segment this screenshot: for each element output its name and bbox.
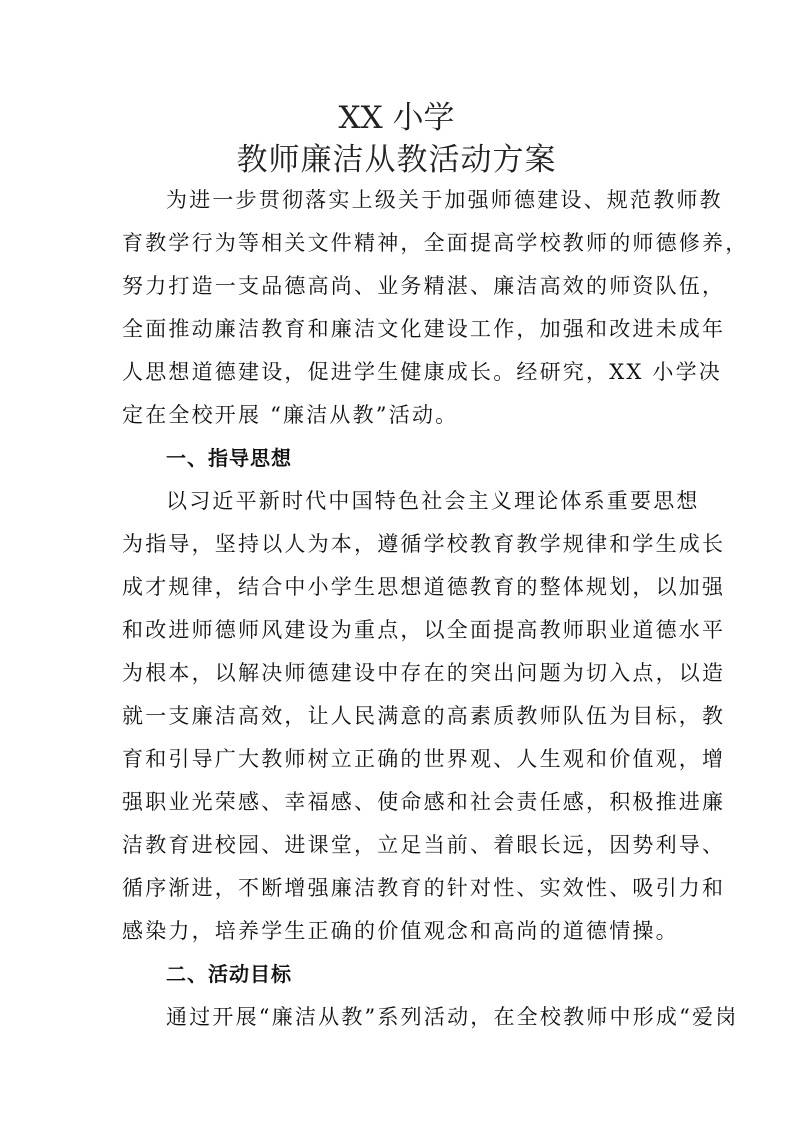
text-line: 育和引导广大教师树立正确的世界观、人生观和价值观，增 [122,747,726,771]
text-line: 人思想道德建设，促进学生健康成长。经研究，XX 小学决 [122,360,722,384]
text-line: 通过开展“廉洁从教”系列活动，在全校教师中形成“爱岗 [166,1005,739,1029]
section-paragraph-guiding-ideology [122,480,726,953]
section-heading-activity-goals: 二、活动目标 [166,962,292,986]
text-line: 育教学行为等相关文件精神，全面提高学校教师的师德修养， [122,231,749,255]
text-line: 为进一步贯彻落实上级关于加强师德建设、规范教师教 [166,188,723,212]
text-line: 努力打造一支品德高尚、业务精湛、廉洁高效的师资队伍， [122,274,726,298]
text-line: 循序渐进，不断增强廉洁教育的针对性、实效性、吸引力和 [122,876,726,900]
text-line: 为根本，以解决师德建设中存在的突出问题为切入点，以造 [122,661,726,685]
section-paragraph-activity-goals [122,996,739,1039]
text-line: 以习近平新时代中国特色社会主义理论体系重要思想 [166,489,700,513]
text-line: 定在全校开展 “廉洁从教”活动。 [122,403,459,427]
text-line: 洁教育进校园、进课堂，立足当前、着眼长远，因势利导、 [122,833,726,857]
text-line: 和改进师德师风建设为重点，以全面提高教师职业道德水平 [122,618,726,642]
school-title: XX 小学 [338,100,455,136]
text-line: 全面推动廉洁教育和廉洁文化建设工作，加强和改进未成年 [122,317,726,341]
intro-paragraph [122,179,749,437]
section-heading-guiding-ideology: 一、指导思想 [166,446,292,470]
document-title: 教师廉洁从教活动方案 [236,142,557,178]
text-line: 成才规律，结合中小学生思想道德教育的整体规划，以加强 [122,575,726,599]
text-line: 就一支廉洁高效，让人民满意的高素质教师队伍为目标，教 [122,704,726,728]
text-line: 为指导，坚持以人为本，遵循学校教育教学规律和学生成长 [122,532,726,556]
text-line: 感染力，培养学生正确的价值观念和高尚的道德情操。 [122,919,679,943]
document-body [122,179,749,1039]
text-line: 强职业光荣感、幸福感、使命感和社会责任感，积极推进廉 [122,790,726,814]
